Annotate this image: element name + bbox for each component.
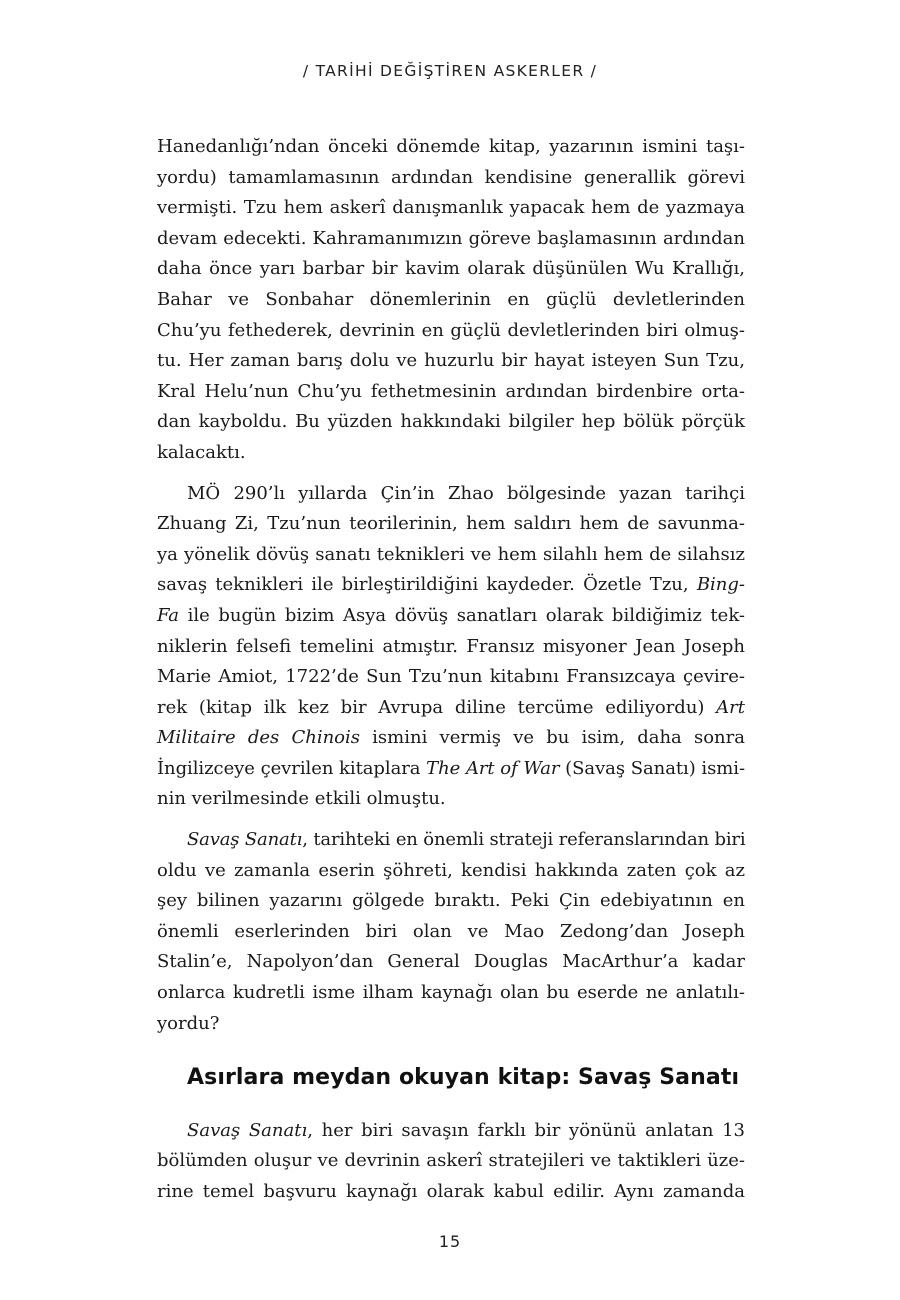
text-line: vermişti. Tzu hem askerî danışmanlık yapacak hem de yazmaya (157, 197, 745, 219)
paragraph-2 (157, 479, 745, 816)
text-run: İngilizceye çevrilen kitaplara (157, 757, 427, 779)
italic-title: Bing- (696, 574, 745, 596)
text-line: bölümden oluşur ve devrinin askerî stratejileri ve taktikleri üze- (157, 1150, 745, 1172)
text-run: savaş teknikleri ile birleştirildiğini kaydeder. Özetle Tzu, (157, 574, 697, 596)
text-line (157, 601, 745, 632)
text-line: daha önce yarı barbar bir kavim olarak düşünülen Wu Krallığı, (157, 258, 745, 280)
text-line (157, 570, 745, 601)
text-line: tu. Her zaman barış dolu ve huzurlu bir hayat isteyen Sun Tzu, (157, 350, 745, 372)
italic-title: Savaş Sanatı (187, 1119, 308, 1141)
text-run: rek (kitap ilk kez bir Avrupa diline tercüme ediliyordu) (157, 696, 717, 718)
text-line: Chu’yu fethederek, devrinin en güçlü devletlerinden biri olmuş- (157, 319, 745, 341)
text-line: Zhuang Zi, Tzu’nun teorilerinin, hem saldırı hem de savunma- (157, 513, 745, 535)
italic-title: Fa (157, 604, 179, 626)
text-line (157, 723, 745, 754)
text-line: nin verilmesinde etkili olmuştu. (157, 788, 446, 810)
text-line: önemli eserlerinden biri olan ve Mao Zedong’dan Joseph (157, 920, 745, 942)
text-line: niklerin felsefi temelini atmıştır. Fransız misyoner Jean Joseph (157, 635, 745, 657)
running-head: / TARİHİ DEĞİŞTİREN ASKERLER / (302, 62, 598, 80)
text-run: , her biri savaşın farklı bir yönünü anlatan 13 (307, 1119, 745, 1141)
text-run: ile bugün bizim Asya dövüş sanatları olarak bildiğimiz tek- (179, 604, 745, 626)
italic-title: Art (716, 696, 745, 718)
text-line: Bahar ve Sonbahar dönemlerinin en güçlü devletlerinden (157, 288, 745, 310)
text-line: Stalin’e, Napolyon’dan General Douglas MacArthur’a kadar (157, 951, 745, 973)
paragraph-3 (157, 825, 745, 1039)
text-line: rine temel başvuru kaynağı olarak kabul edilir. Aynı zamanda (157, 1181, 745, 1202)
text-line: onlarca kudretli isme ilham kaynağı olan bu eserde ne anlatılı- (157, 982, 745, 1004)
text-line: kalacaktı. (157, 441, 246, 463)
text-line (157, 693, 745, 724)
text-line: yordu? (157, 1012, 220, 1034)
text-line: ya yönelik dövüş sanatı teknikleri ve hem silahlı hem de silahsız (157, 543, 745, 565)
text-line (157, 825, 745, 856)
text-line: yordu) tamamlamasının ardından kendisine generallik görevi (157, 166, 745, 188)
text-line: MÖ 290’lı yıllarda Çin’in Zhao bölgesinde yazan tarihçi (187, 482, 745, 504)
text-line: devam edecekti. Kahramanımızın göreve başlamasının ardından (157, 227, 745, 249)
text-line: Marie Amiot, 1722’de Sun Tzu’nun kitabını Fransızcaya çevire- (157, 666, 745, 688)
text-line: dan kayboldu. Bu yüzden hakkındaki bilgiler hep bölük pörçük (157, 411, 745, 433)
paragraph-4 (157, 1116, 745, 1208)
text-line: şey bilinen yazarını gölgede bıraktı. Peki Çin edebiyatının en (157, 890, 745, 912)
italic-title: Savaş Sanatı (187, 829, 303, 851)
text-line: Kral Helu’nun Chu’yu fethetmesinin ardından birdenbire orta- (157, 380, 745, 402)
text-run: ismini vermiş ve bu isim, daha sonra (360, 727, 745, 749)
text-run: , tarihteki en önemli strateji referanslarından biri (302, 829, 746, 851)
text-run: (Savaş Sanatı) ismi- (559, 757, 745, 779)
text-line: Hanedanlığı’ndan önceki dönemde kitap, yazarının ismini taşı- (157, 136, 745, 157)
paragraph-1 (157, 132, 745, 469)
italic-title: Militaire des Chinois (157, 727, 360, 749)
text-line: oldu ve zamanla eserin şöhreti, kendisi hakkında zaten çok az (157, 859, 745, 881)
page-number: 15 (438, 1232, 462, 1251)
italic-title: The Art of War (426, 757, 560, 779)
body-text (157, 132, 745, 1208)
section-heading: Asırlara meydan okuyan kitap: Savaş Sanatı (187, 1065, 740, 1091)
text-line (157, 754, 745, 785)
text-line (157, 1116, 745, 1147)
